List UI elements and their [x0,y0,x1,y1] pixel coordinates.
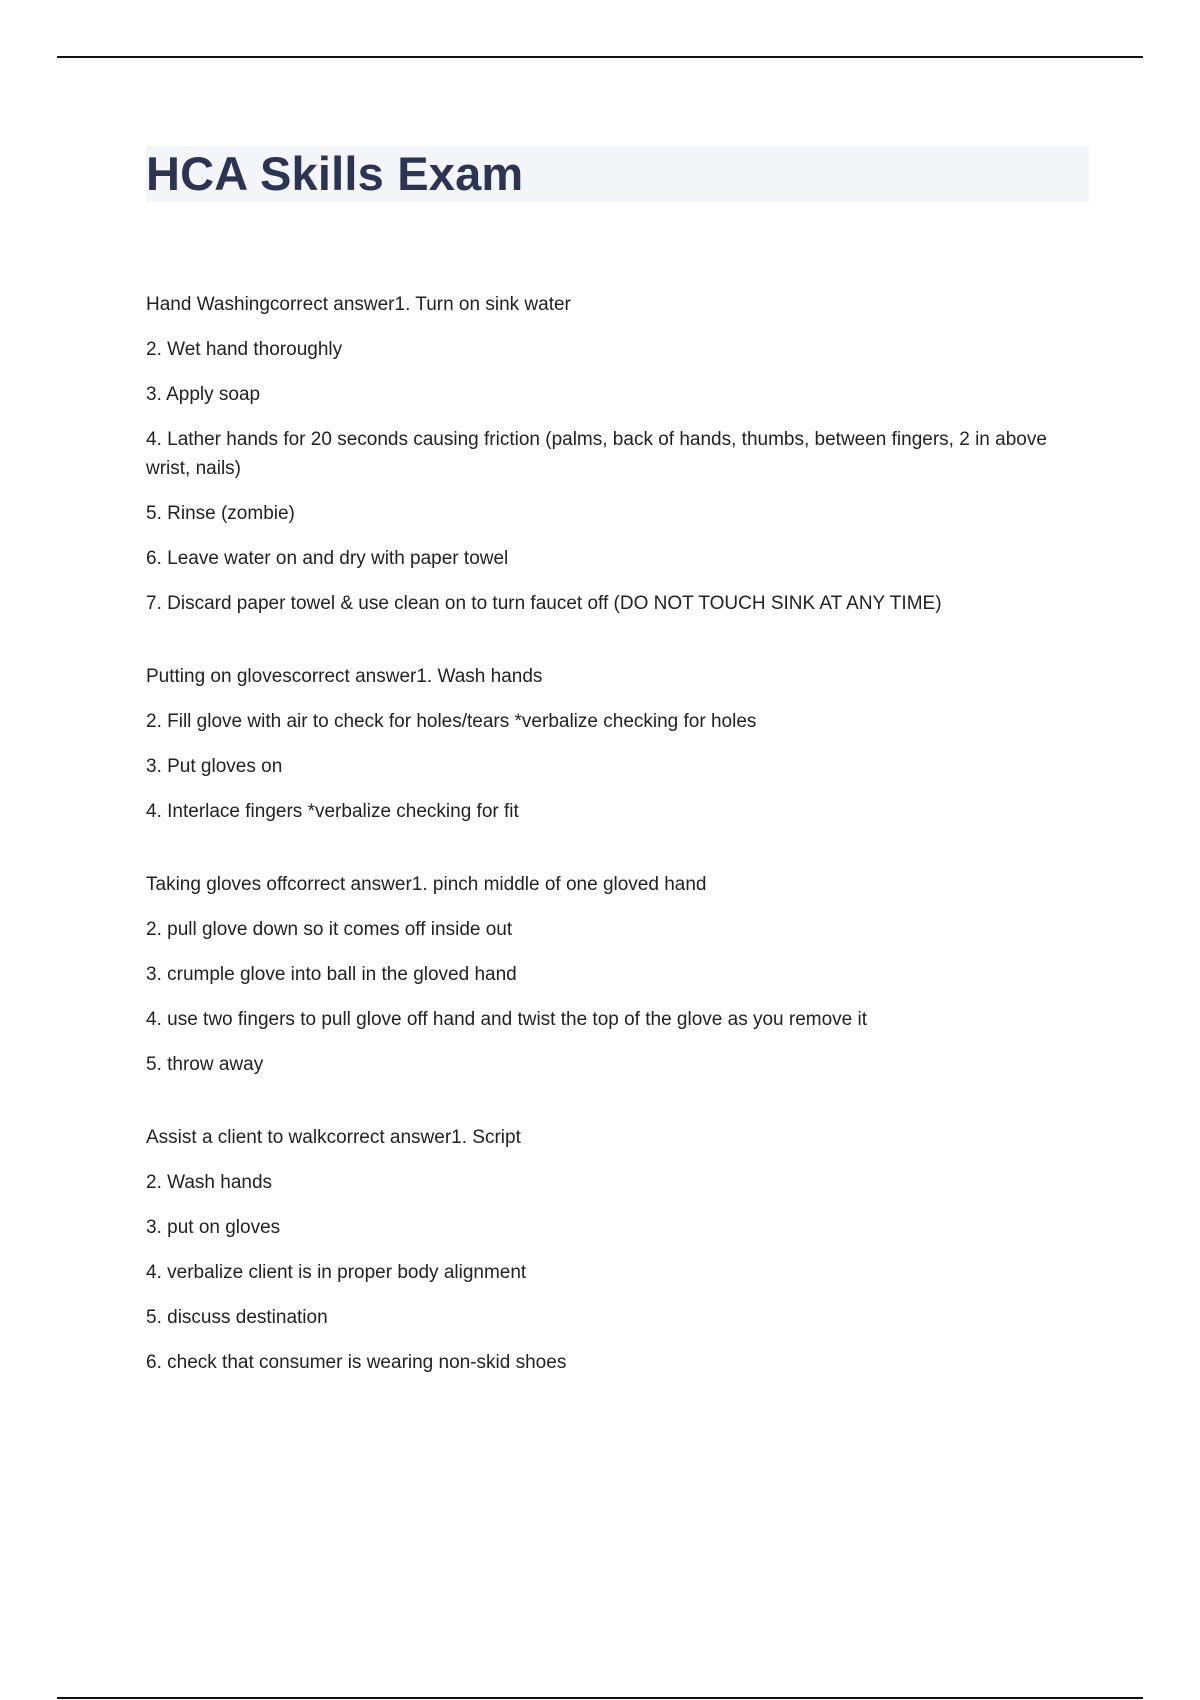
section-taking-gloves-off [146,870,1076,1079]
list-item: 2. Fill glove with air to check for holes/tears *verbalize checking for holes [146,711,757,732]
list-item: 4. Lather hands for 20 seconds causing friction (palms, back of hands, thumbs, between fingers, 2 in above wrist, nails) [146,429,1047,479]
list-item: 3. put on gloves [146,1217,281,1238]
bottom-divider [57,1697,1143,1699]
list-item: 5. discuss destination [146,1307,328,1328]
document-body [146,290,1076,1421]
top-divider [57,56,1143,58]
list-item: 3. Put gloves on [146,756,283,777]
list-item: 2. Wash hands [146,1172,273,1193]
list-item: 6. check that consumer is wearing non-skid shoes [146,1352,567,1373]
list-item: 7. Discard paper towel & use clean on to turn faucet off (DO NOT TOUCH SINK AT ANY TIME) [146,593,942,614]
list-item: Taking gloves offcorrect answer1. pinch middle of one gloved hand [146,874,707,895]
section-putting-on-gloves [146,662,1076,826]
section-hand-washing [146,290,1076,618]
list-item: 3. crumple glove into ball in the gloved hand [146,964,517,985]
list-item: 4. Interlace fingers *verbalize checking for fit [146,801,519,822]
list-item: 5. Rinse (zombie) [146,503,295,524]
list-item: 6. Leave water on and dry with paper towel [146,548,509,569]
list-item: 5. throw away [146,1054,264,1075]
list-item: Assist a client to walkcorrect answer1. Script [146,1127,521,1148]
page-title: HCA Skills Exam [146,147,524,200]
list-item: 3. Apply soap [146,384,261,405]
list-item: 4. verbalize client is in proper body alignment [146,1262,527,1283]
section-assist-client-walk [146,1123,1076,1377]
list-item: 2. pull glove down so it comes off inside out [146,919,513,940]
list-item: 2. Wet hand thoroughly [146,339,343,360]
list-item: Hand Washingcorrect answer1. Turn on sink water [146,294,571,315]
list-item: 4. use two fingers to pull glove off hand and twist the top of the glove as you remove it [146,1009,868,1030]
list-item: Putting on glovescorrect answer1. Wash hands [146,666,543,687]
